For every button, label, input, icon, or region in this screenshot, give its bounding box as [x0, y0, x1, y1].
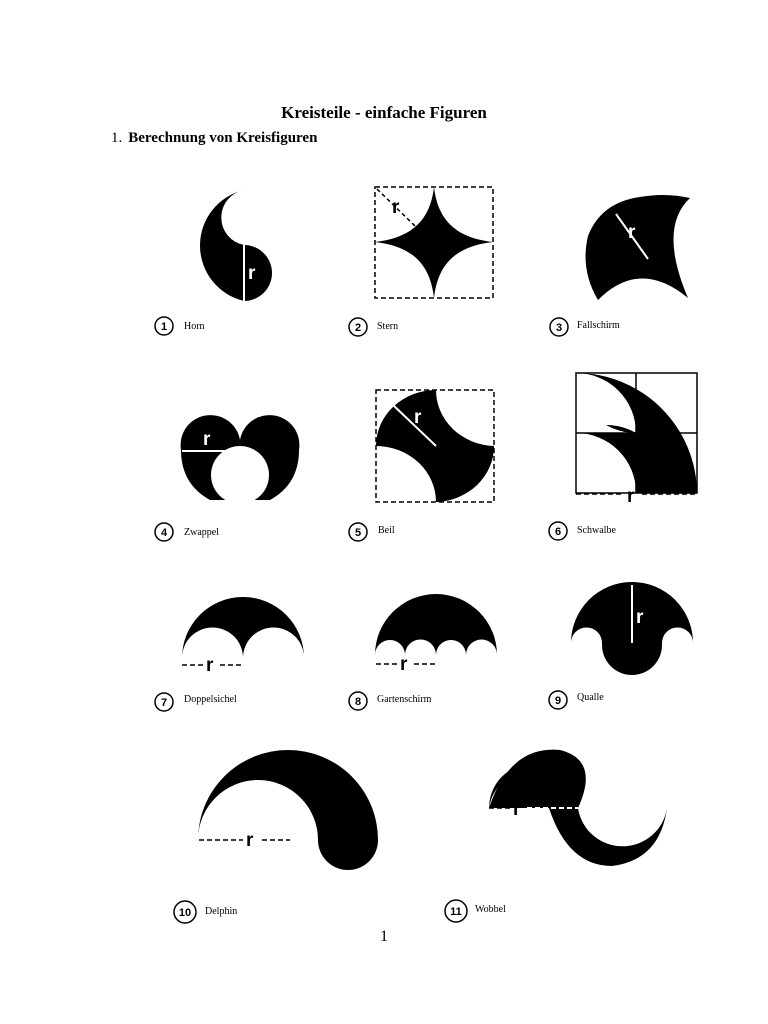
- figure-number: 6: [554, 526, 562, 538]
- page-title: Kreisteile - einfache Figuren: [281, 103, 487, 122]
- radius-label: r: [246, 830, 254, 851]
- figure-fallschirm: [586, 195, 690, 300]
- figure-label: Zwappel: [184, 527, 219, 538]
- figure-delphin: [198, 750, 378, 870]
- figure-number: 7: [160, 697, 168, 709]
- figure-horn: [200, 190, 272, 301]
- radius-label: r: [400, 654, 408, 675]
- figure-number: 10: [178, 907, 192, 919]
- radius-label: r: [628, 222, 636, 243]
- figure-schwalbe: [576, 373, 697, 507]
- figure-beil: [376, 390, 494, 502]
- figure-zwappel: [181, 415, 300, 504]
- figure-label: Gartenschirm: [377, 694, 432, 705]
- figure-number: 5: [354, 527, 362, 539]
- figure-label: Qualle: [577, 692, 604, 703]
- section-title: Berechnung von Kreisfiguren: [128, 130, 318, 146]
- radius-label: r: [513, 799, 521, 820]
- figure-label: Doppelsichel: [184, 694, 237, 705]
- radius-label: r: [392, 197, 400, 218]
- figure-number: 8: [354, 696, 362, 708]
- radius-label: r: [636, 607, 644, 628]
- figure-label: Fallschirm: [577, 320, 620, 331]
- radius-label: r: [206, 655, 214, 676]
- figure-number: 4: [160, 527, 168, 539]
- figure-number: 11: [450, 906, 462, 918]
- figure-qualle: [571, 582, 693, 675]
- figure-number: 3: [555, 322, 563, 334]
- figure-number: 9: [554, 695, 562, 707]
- figure-label: Beil: [378, 525, 395, 536]
- figure-number: 1: [160, 321, 168, 333]
- figure-number: 2: [354, 322, 362, 334]
- figure-stern: [375, 187, 493, 298]
- figure-label: Stern: [377, 321, 399, 332]
- figure-label: Schwalbe: [577, 525, 616, 536]
- radius-label: r: [414, 407, 422, 428]
- figure-wobbel: [489, 750, 667, 866]
- section-number: 1.: [111, 130, 123, 146]
- radius-label: r: [203, 429, 211, 450]
- figure-doppelsichel: [182, 597, 304, 676]
- figure-gartenschirm: [375, 594, 497, 675]
- radius-label: r: [627, 486, 635, 507]
- figure-label: Wobbel: [475, 904, 506, 915]
- radius-label: r: [248, 263, 256, 284]
- page-number: 1: [380, 928, 388, 945]
- figure-label: Delphin: [205, 906, 238, 917]
- figure-label: Horn: [184, 321, 205, 332]
